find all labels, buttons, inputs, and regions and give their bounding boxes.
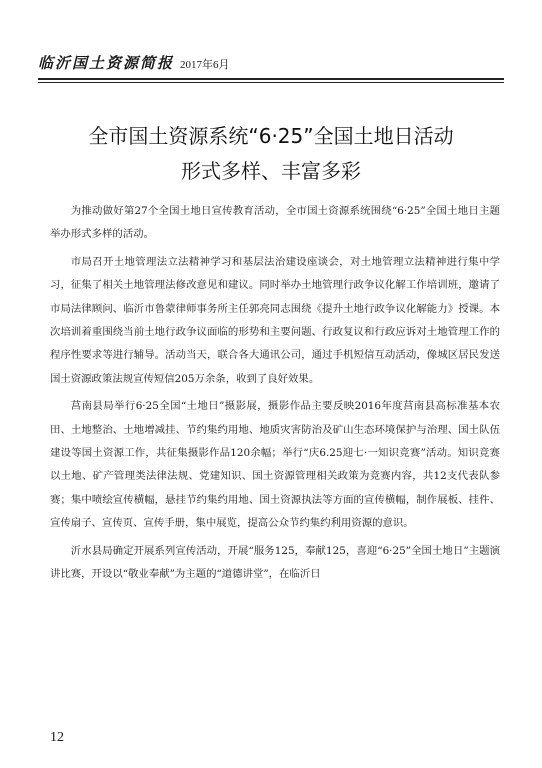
header-rule-thin xyxy=(38,82,504,83)
paragraph-2: 市局召开土地管理法立法精神学习和基层法治建设座谈会，对土地管理立法精神进行集中学习，征集了相关土地管理法修改意见和建议。同时举办土地管理行政争议化解工作培训班，邀请了市局法律顾问、临沂市鲁蒙律师事务所主任郭亮同志围绕《提升土地行政争议化解能力》授课。本次培训着重围绕当前土地行政争议面临的形势和主要问题、行政复议和行政应诉对土地管理工作的程序性要求等进行辅导。活动当天，联合各大通讯公司，通过手机短信互动活动，像城区居民发送国土资源政策法规宣传短信205万余条，收到了良好效果。 xyxy=(50,255,500,385)
article-body xyxy=(50,200,500,591)
paragraph-4: 沂水县局确定开展系列宣传活动，开展“服务125，奉献125，喜迎“6·25”全国土地日”主题演讲比赛，开设以“敬业奉献”为主题的“道德讲堂”，在临沂日 xyxy=(50,544,500,581)
paragraph-1: 为推动做好第27个全国土地日宣传教育活动，全市国土资源系统围绕“6·25”全国土地日主题举办形式多样的活动。 xyxy=(50,205,500,241)
paragraph-3: 莒南县局举行6·25全国“土地日”摄影展，摄影作品主要反映2016年度莒南县高标准基本农田、土地整治、土地增减挂、节约集约用地、地质灾害防治及矿山生态环境保护与治理、国土队伍建设等国土资源工作，共征集摄影作品120余幅；举行“庆6.25迎七·一知识竞赛”活动。知识竞赛以土地、矿产管理类法律法规、党建知识、国土资源管理相关政策为竞赛内容，共12支代表队参赛；集中喷绘宣传横幅，悬挂节约集约用地、国土资源执法等方面的宣传横幅，制作展板、挂件、宣传扇子、宣传页、宣传手册，集中展览，提高公众节约集约利用资源的意识。 xyxy=(50,400,500,530)
publication-header xyxy=(38,52,230,73)
header-rule-thick xyxy=(38,78,504,80)
article-title-line1: 全市国土资源系统“6·25”全国土地日活动 xyxy=(88,124,454,148)
article-title-line2: 形式多样、丰富多彩 xyxy=(181,159,361,183)
page-number: 12 xyxy=(50,730,64,745)
publication-name: 临沂国土资源简报 xyxy=(38,54,175,72)
publication-date: 2017年6月 xyxy=(180,59,230,71)
